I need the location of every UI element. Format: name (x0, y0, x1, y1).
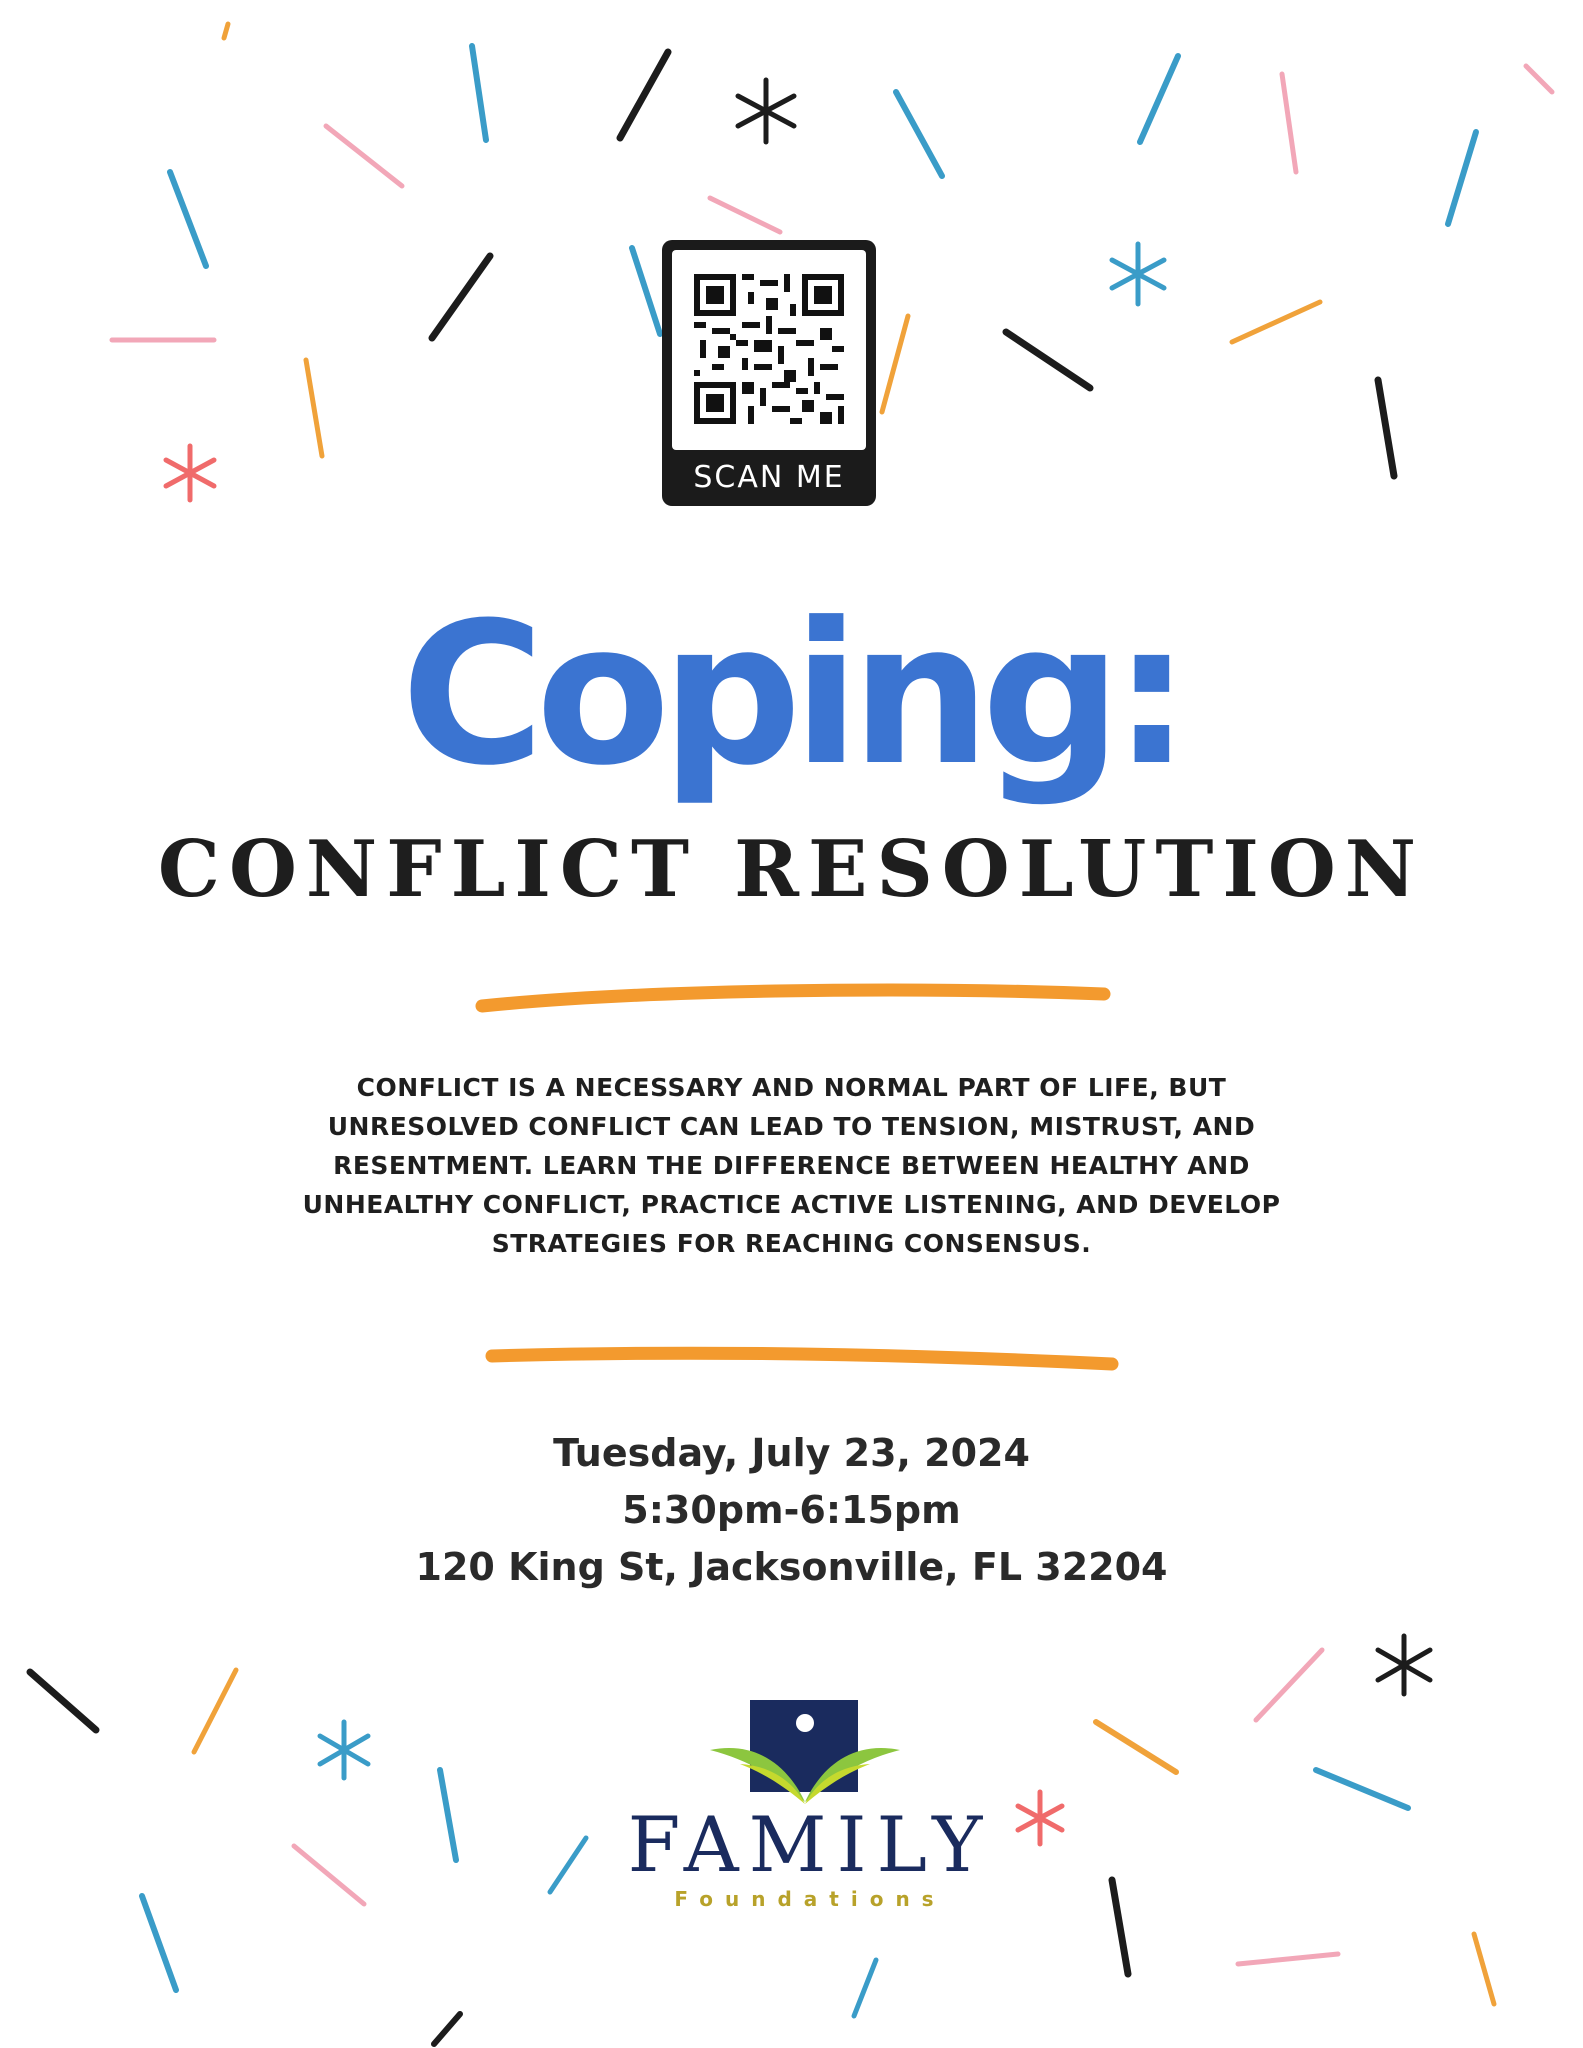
confetti-dash (440, 1770, 456, 1860)
confetti-dash (1256, 1650, 1322, 1720)
confetti-dash (1238, 1954, 1338, 1964)
confetti-dash (224, 24, 228, 38)
event-address: 120 King St, Jacksonville, FL 32204 (415, 1545, 1168, 1589)
event-description: CONFLICT IS A NECESSARY AND NORMAL PART OF LIFE, BUT UNRESOLVED CONFLICT CAN LEAD TO TENSION, MISTRUST, AND RESENTMENT. LEARN THE DIFFERENCE BETWEEN HEALTHY AND UNHEALTHY CONFLICT, PRACTICE ACTIVE LISTENING, AND DEVELOP STRATEGIES FOR REACHING CONSENSUS. (302, 1073, 1281, 1258)
confetti-dash (434, 2014, 460, 2044)
confetti-dash (1112, 1880, 1128, 1974)
event-date: Tuesday, July 23, 2024 (553, 1431, 1030, 1475)
confetti-dash (1448, 132, 1476, 224)
confetti-dash (1316, 1770, 1408, 1808)
confetti-dash (882, 316, 908, 412)
confetti-dash (620, 52, 668, 138)
confetti-dash (326, 126, 402, 186)
qr-code-card[interactable] (662, 240, 876, 506)
confetti-dash (472, 46, 486, 140)
confetti-dash (306, 360, 322, 456)
confetti-dash (896, 92, 942, 176)
qr-code-frame (672, 250, 866, 450)
confetti-dash (632, 248, 660, 334)
logo-wordmark: FAMILY (627, 1800, 993, 1889)
confetti-dash (170, 172, 206, 266)
confetti-dash (142, 1896, 176, 1990)
confetti-star (166, 446, 214, 500)
confetti-star (738, 80, 794, 142)
event-time: 5:30pm-6:15pm (622, 1488, 961, 1532)
confetti-star (1378, 1636, 1430, 1694)
confetti-dash (1096, 1722, 1176, 1772)
confetti-dash (854, 1960, 876, 2016)
confetti-dash (1282, 74, 1296, 172)
confetti-star (320, 1722, 368, 1778)
confetti-star (1112, 244, 1164, 304)
qr-code-icon (694, 274, 844, 424)
confetti-dash (30, 1672, 96, 1730)
scan-me-label: SCAN ME (693, 460, 845, 495)
confetti-dash (432, 256, 490, 338)
confetti-dash (1378, 380, 1394, 476)
family-foundations-logo (540, 1690, 1060, 1920)
confetti-dash (710, 198, 780, 232)
confetti-dash (1006, 332, 1090, 388)
event-details (0, 1425, 1583, 1596)
confetti-dash (1232, 302, 1320, 342)
logo-tagline: Foundations (674, 1887, 946, 1911)
confetti-dash (294, 1846, 364, 1904)
confetti-dash (1474, 1934, 1494, 2004)
page-subtitle: CONFLICT RESOLUTION (157, 824, 1426, 915)
logo-leaves-icon (700, 1730, 910, 1810)
confetti-dash (1140, 56, 1178, 142)
confetti-dash (1526, 66, 1552, 92)
page-title: Coping: (400, 581, 1183, 809)
confetti-dash (194, 1670, 236, 1752)
